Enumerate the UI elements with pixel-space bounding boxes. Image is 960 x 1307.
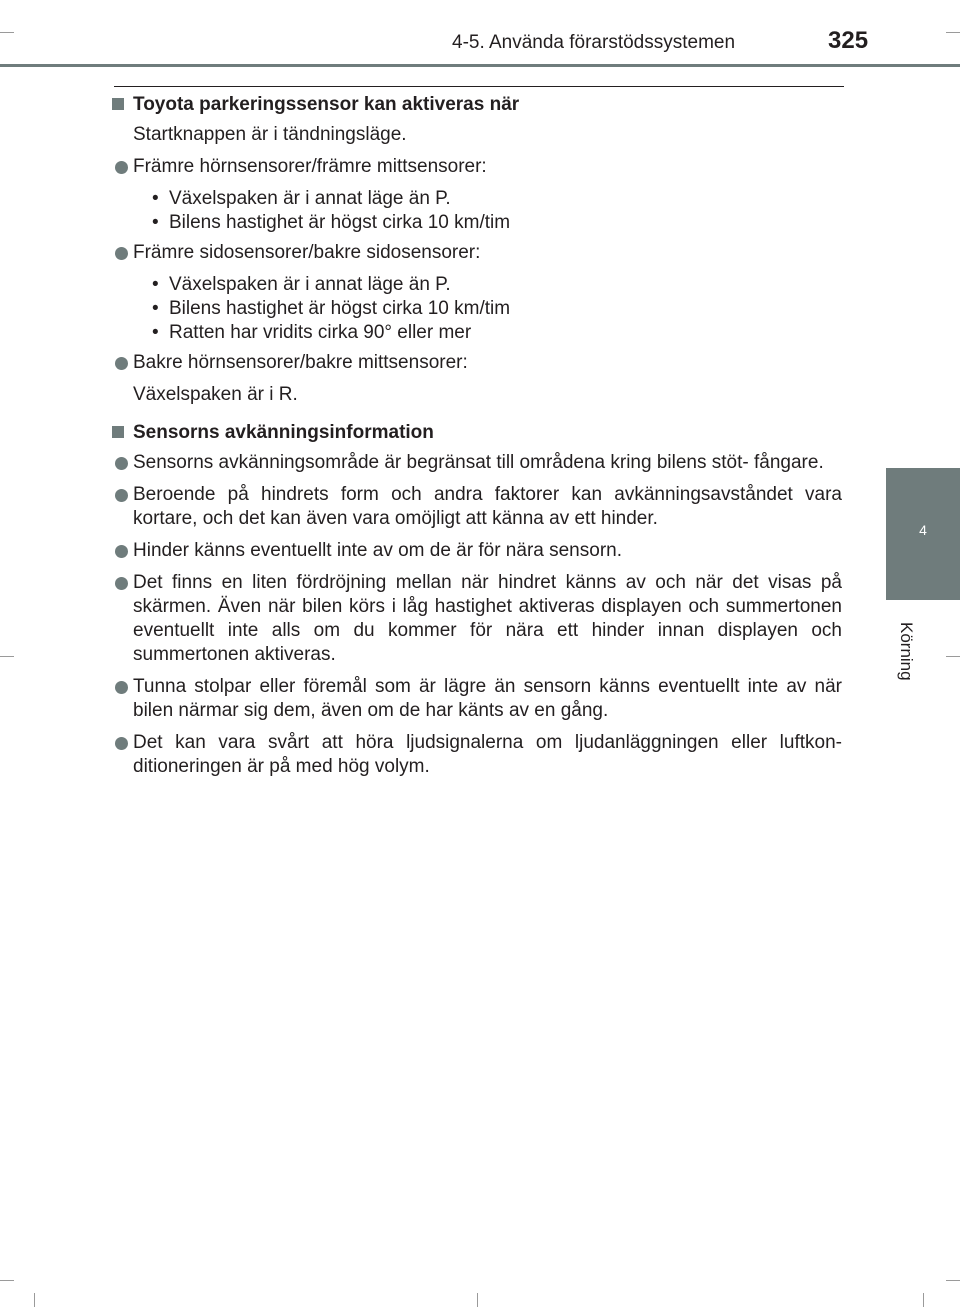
crop-mark xyxy=(34,1293,35,1307)
chapter-tab xyxy=(886,468,960,600)
sub-list-item: • Växelspaken är i annat läge än P. xyxy=(152,187,842,211)
section-intro: Startknappen är i tändningsläge. xyxy=(133,124,407,145)
section-heading: Sensorns avkänningsinformation xyxy=(112,421,842,445)
page-content xyxy=(112,93,842,787)
sub-list-item: • Bilens hastighet är högst cirka 10 km/tim xyxy=(152,211,842,235)
crop-mark xyxy=(946,1280,960,1281)
crop-mark xyxy=(0,1280,14,1281)
list-item: Främre sidosensorer/bakre sidosensorer: xyxy=(112,241,842,265)
section-detection-info xyxy=(112,421,842,779)
chapter-title: Körning xyxy=(897,622,916,681)
list-item: Tunna stolpar eller föremål som är lägre än sensorn känns eventuellt inte av när bilen närmar sig dem, även om de har känts av en gång. xyxy=(112,675,842,723)
sub-list-item: • Bilens hastighet är högst cirka 10 km/tim xyxy=(152,297,842,321)
chapter-number: 4 xyxy=(919,522,927,538)
crop-mark xyxy=(477,1293,478,1307)
sub-list xyxy=(112,273,842,345)
crop-mark xyxy=(946,656,960,657)
section-heading: Toyota parkeringssensor kan aktiveras när xyxy=(112,93,842,117)
section-title: 4-5. Använda förarstödssystemen xyxy=(452,32,736,53)
list-item: Det kan vara svårt att höra ljudsignalerna om ljudanläggningen eller luftkon- ditioneringen är på med hög volym. xyxy=(112,731,842,779)
crop-mark xyxy=(0,656,14,657)
crop-mark xyxy=(946,32,960,33)
list-item: Beroende på hindrets form och andra faktorer kan avkänningsavståndet vara kortare, och det kan även vara omöjligt att känna av ett hinder. xyxy=(112,483,842,531)
sub-list-item: • Ratten har vridits cirka 90° eller mer xyxy=(152,321,842,345)
crop-mark xyxy=(923,1293,924,1307)
list-item: Det finns en liten fördröjning mellan när hindret känns av och när det visas på skärmen. Även när bilen körs i låg hastighet aktiveras displayen och summertonen eventuellt inte alls om du kommer för nära ett hinder innan displayen och summertonen aktiveras. xyxy=(112,571,842,667)
page-number: 325 xyxy=(828,27,869,54)
list-item: Sensorns avkänningsområde är begränsat till områdena kring bilens stöt- fångare. xyxy=(112,451,842,475)
sub-list-item: • Växelspaken är i annat läge än P. xyxy=(152,273,842,297)
crop-mark xyxy=(0,32,14,33)
section-activation xyxy=(112,93,842,407)
list-item: Hinder känns eventuellt inte av om de är för nära sensorn. xyxy=(112,539,842,563)
list-item: Bakre hörnsensorer/bakre mittsensorer: xyxy=(112,351,842,375)
section-rule xyxy=(114,86,844,87)
header-divider xyxy=(0,64,960,67)
list-item-detail: Växelspaken är i R. xyxy=(133,384,298,405)
list-item: Främre hörnsensorer/främre mittsensorer: xyxy=(112,155,842,179)
sub-list xyxy=(112,187,842,235)
